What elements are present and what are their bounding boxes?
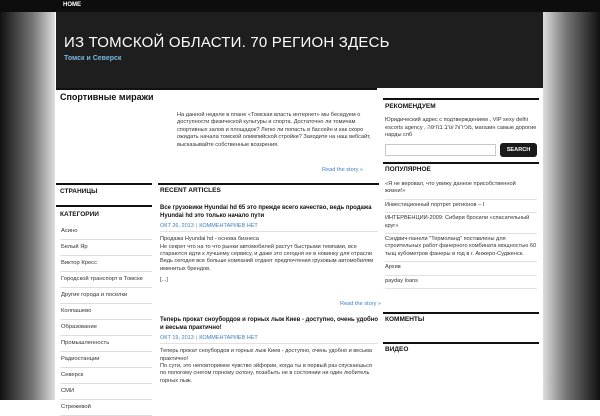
recommended-bar <box>383 98 539 100</box>
feature-title[interactable]: Спортивные миражи <box>60 92 154 102</box>
feature-text: На данной неделе в плане «Томская власть интернет» мы беседуем о доступности физической культуры и спорта. Достаточно ли томичам спортивных залов и площадок? Легко ли попасть в бассейн и как скоро ожидать начала томской олимпийской стройки? Заходите на наш вебсайт, высказывайте собственные воззрения. <box>177 112 371 148</box>
search-button[interactable]: SEARCH <box>500 143 537 157</box>
popular-link[interactable]: Архив <box>385 262 537 275</box>
feature-top-bar <box>56 88 377 90</box>
categories-list <box>60 224 152 416</box>
article-comments-link[interactable]: КОММЕНТАРИЕВ НЕТ <box>199 335 258 342</box>
category-link[interactable]: Стрежевой <box>60 400 152 416</box>
video-bar <box>383 342 539 344</box>
popular-link[interactable]: payday loans <box>385 276 537 289</box>
popular-link[interactable]: ИНТЕРВЕНЦИИ-2009: Сибири бросили «спасательный круг» <box>385 213 537 234</box>
site-header <box>56 12 543 88</box>
category-link[interactable]: Белый Яр <box>60 240 152 256</box>
video-heading: ВИДЕО <box>385 346 409 353</box>
article-read-link[interactable]: Read the story » <box>340 301 382 307</box>
popular-heading: ПОПУЛЯРНОЕ <box>385 166 431 173</box>
article-excerpt: Теперь прокат сноубордов и горных лыж Киев - доступно, очень удобно и весьма практично! По сути, это неповторимое чувство эйфории, когда ты в первый раз спускаешься по пологому снегом горному склону, позабыть не в состоянии ни один любитель горных лыж. <box>160 348 372 384</box>
page-content <box>56 88 543 410</box>
article-date: ОКТ 19, 2013 <box>160 335 194 342</box>
category-link[interactable]: Колпашево <box>60 304 152 320</box>
article-meta: ОКТ 26, 2013 | КОММЕНТАРИЕВ НЕТ <box>160 223 378 232</box>
pages-bar <box>56 183 152 185</box>
page-background-right <box>543 0 600 400</box>
recommended-text[interactable]: Юридический адрес с подтверждением , VIP sexy delhi escorts agency , מכירות ערב בחיפה, магазин самые дорогие нарды спб <box>385 117 537 139</box>
recommended-heading: РЕКОМЕНДУЕМ <box>385 103 436 110</box>
article-title[interactable]: Теперь прокат сноубордов и горных лыж Киев - доступно, очень удобно и весьма практично! <box>160 317 378 331</box>
popular-link[interactable]: Инвестиционный портрет регионов – I <box>385 200 537 213</box>
category-link[interactable]: Северск <box>60 368 152 384</box>
article <box>160 205 378 285</box>
categories-heading: КАТЕГОРИИ <box>60 211 99 218</box>
category-link[interactable]: Другие города и поселки <box>60 288 152 304</box>
category-link[interactable]: Городской транспорт в Томске <box>60 272 152 288</box>
feature-read-link[interactable]: Read the story » <box>322 167 364 173</box>
comments-heading: КОММЕНТЫ <box>385 316 425 323</box>
search-input[interactable] <box>385 144 496 156</box>
comments-bar <box>383 312 539 314</box>
popular-bar <box>383 162 539 164</box>
popular-link[interactable]: «Я не веровал, что увижу данное присобственной жизни!» <box>385 179 537 200</box>
recent-articles-bar <box>158 183 379 185</box>
top-navigation <box>0 0 600 12</box>
nav-home-link[interactable]: HOME <box>63 2 81 8</box>
article-excerpt: Продажа Hyundai hd - основа бизнеса Не секрет что на то что рынки автомобилей растут быстрыми темпами, все стараются идти к лучшему сервису, и даже это сегодня не в новинку для отрасли Ведь сегодня все больше компаний отдают предпочтения грузовым автомобилям именитых брендов. <box>160 236 374 272</box>
category-link[interactable]: Асино <box>60 224 152 240</box>
article-title[interactable]: Все грузовики Hyundai hd 65 это прежде всего качество, ведь продажа Hyundai hd это только начало пути <box>160 205 372 219</box>
page-background-left <box>0 0 55 400</box>
category-link[interactable]: Образование <box>60 320 152 336</box>
article-comments-link[interactable]: КОММЕНТАРИЕВ НЕТ <box>199 223 258 230</box>
site-description: Томск и Северск <box>64 55 122 62</box>
popular-link[interactable]: Сэндвич-панели "Термоланд" поставлены для строительных работ фанерного комбината мощностью 60 тыщ кубометров фанеры в год в г. Анжеро-Судженск. <box>385 234 537 262</box>
article-more: [...] <box>160 277 168 284</box>
pages-heading: СТРАНИЦЫ <box>60 188 98 195</box>
category-link[interactable]: Виктор Кресс <box>60 256 152 272</box>
article-date: ОКТ 26, 2013 <box>160 223 194 230</box>
article-meta: ОКТ 19, 2013 | КОММЕНТАРИЕВ НЕТ <box>160 335 378 344</box>
article <box>160 317 378 385</box>
site-title[interactable]: ИЗ ТОМСКОЙ ОБЛАСТИ. 70 РЕГИОН ЗДЕСЬ <box>64 34 390 51</box>
category-link[interactable]: Радиостанции <box>60 352 152 368</box>
recent-articles-heading: RECENT ARTICLES <box>160 187 221 194</box>
popular-list <box>385 179 537 289</box>
category-link[interactable]: СМИ <box>60 384 152 400</box>
category-link[interactable]: Промышленность <box>60 336 152 352</box>
categories-bar <box>56 205 152 207</box>
